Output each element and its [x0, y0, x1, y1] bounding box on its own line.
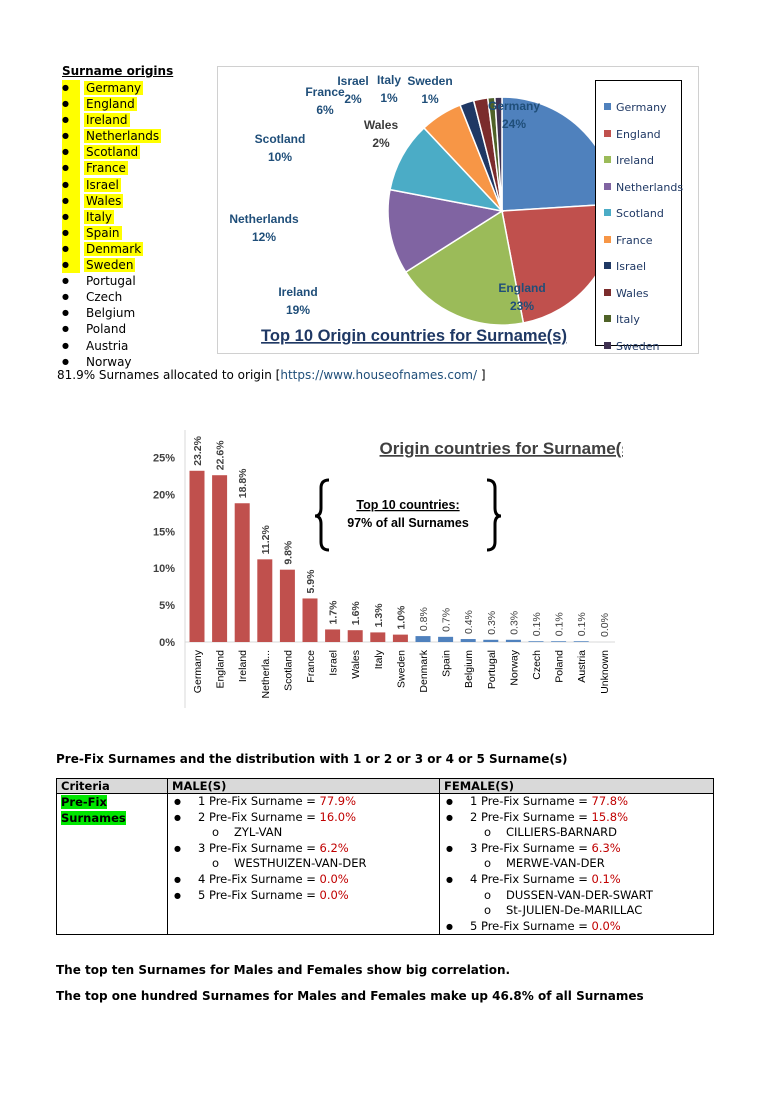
bar-netherla — [257, 559, 272, 642]
origin-label: Wales — [86, 193, 122, 208]
prefix-item-pct: 0.1% — [591, 871, 621, 886]
bullet-icon: ● — [62, 131, 69, 141]
bullet-icon: ● — [62, 163, 69, 173]
prefix-sub-item — [172, 856, 435, 872]
bar-category-label: Germany — [192, 650, 204, 694]
prefix-item-label: 3 Pre-Fix Surname = — [198, 840, 320, 855]
bar-belgium — [461, 639, 476, 642]
legend-item — [604, 128, 661, 141]
legend-swatch — [604, 103, 611, 110]
origins-list — [62, 80, 161, 370]
prefix-sub-label: DUSSEN-VAN-DER-SWART — [506, 887, 653, 902]
bullet-icon: ● — [62, 147, 69, 157]
prefix-sub-label: St-JULIEN-De-MARILLAC — [506, 903, 643, 918]
bar-italy — [370, 632, 385, 642]
pie-label-name: Ireland — [278, 285, 318, 299]
criteria-cell — [57, 794, 168, 935]
bar-spain — [438, 637, 453, 642]
prefix-sub-item — [444, 856, 709, 872]
prefix-item-pct: 0.0% — [319, 887, 349, 902]
prefix-sub-label: MERWE-VAN-DER — [506, 856, 605, 871]
pie-label-value: 19% — [285, 303, 311, 317]
bar-y-tick: 5% — [159, 600, 175, 613]
prefix-item-pct: 77.9% — [319, 794, 357, 808]
bullet-icon: ● — [174, 874, 181, 884]
prefix-item-label: 4 Pre-Fix Surname = — [198, 871, 320, 886]
pie-label-name: Netherlands — [229, 212, 299, 226]
bar-category-label: Austria — [576, 650, 589, 683]
male-cell — [168, 794, 440, 935]
origins-footer-end: ] — [477, 368, 486, 382]
origin-list-item — [62, 193, 161, 209]
bullet-icon: ● — [446, 797, 453, 806]
origin-label: Netherlands — [86, 129, 160, 144]
legend-label: Sweden — [616, 339, 660, 353]
origin-label: Germany — [86, 81, 142, 95]
bar-category-label: Sweden — [395, 650, 408, 688]
legend-item — [604, 234, 653, 247]
origin-list-item — [62, 257, 161, 273]
bar-value-label: 23.2% — [192, 436, 204, 466]
prefix-sub-item — [444, 825, 709, 841]
bar-value-label: 22.6% — [214, 440, 227, 471]
bar-category-label: Wales — [350, 650, 363, 679]
bar-category-label: Unknown — [598, 650, 611, 694]
legend-label: Netherlands — [616, 180, 684, 194]
bullet-icon: ● — [446, 812, 453, 822]
prefix-item-label: 4 Pre-Fix Surname = — [470, 871, 592, 886]
bar-annotation-line1: Top 10 countries: — [356, 498, 460, 512]
bar-category-label: Scotland — [282, 650, 295, 691]
origin-list-item — [62, 241, 161, 257]
pie-legend — [595, 80, 684, 353]
legend-label: Germany — [616, 101, 667, 114]
pie-label-name: Germany — [487, 99, 541, 113]
pie-chart — [217, 66, 699, 354]
bar-value-label: 1.0% — [395, 605, 408, 630]
pie-label-value: 2% — [344, 92, 362, 106]
bar-value-label: 0.0% — [598, 613, 611, 637]
bar-value-label: 0.4% — [463, 610, 476, 635]
legend-swatch — [604, 315, 611, 322]
bar-germany — [190, 471, 205, 642]
origin-list-item — [62, 273, 161, 289]
bar-value-label: 0.1% — [531, 612, 543, 637]
origin-label: France — [86, 161, 126, 176]
bar-czech — [529, 641, 544, 642]
prefix-sub-item — [172, 825, 435, 841]
bullet-icon: ● — [62, 260, 69, 270]
origin-label: Portugal — [86, 274, 136, 289]
bar-chart-title: Origin countries for Surname(s) — [379, 439, 623, 458]
origin-label: Norway — [86, 354, 132, 369]
prefix-sub-label: WESTHUIZEN-VAN-DER — [234, 856, 367, 871]
origin-list-item — [62, 289, 161, 305]
legend-swatch — [604, 156, 611, 163]
legend-label: Wales — [616, 286, 649, 300]
prefix-item-pct: 15.8% — [591, 809, 629, 824]
origin-label: England — [86, 97, 135, 112]
pie-chart-title: Top 10 Origin countries for Surname(s) — [261, 327, 567, 345]
bullet-icon: ● — [174, 797, 181, 806]
legend-item — [604, 181, 683, 194]
bar-category-label: Denmark — [418, 650, 430, 693]
origin-list-item — [62, 177, 161, 193]
bullet-icon: ● — [62, 179, 69, 189]
bullet-icon: ● — [62, 227, 69, 237]
pie-label-name: France — [305, 85, 345, 99]
circle-bullet-icon: o — [484, 825, 492, 840]
prefix-sub-item — [444, 888, 709, 904]
origin-list-item — [62, 225, 161, 241]
bullet-icon: ● — [62, 276, 69, 286]
circle-bullet-icon: o — [212, 856, 220, 871]
legend-swatch — [604, 183, 611, 190]
bar-value-label: 5.9% — [305, 569, 317, 594]
bullet-icon: ● — [446, 921, 453, 931]
female-cell — [440, 794, 714, 935]
origin-label: Ireland — [86, 113, 128, 128]
pie-slice-germany — [502, 97, 596, 211]
pie-chart-svg — [218, 67, 596, 353]
bar-y-tick: 20% — [152, 489, 175, 502]
legend-swatch — [604, 236, 611, 243]
bar-category-label: Italy — [372, 650, 385, 670]
pie-label-value: 1% — [421, 92, 439, 106]
origin-label: Poland — [86, 322, 127, 337]
origin-label: Italy — [86, 209, 113, 224]
bar-annotation-line2: 97% of all Surnames — [347, 516, 469, 530]
legend-label: Israel — [616, 260, 647, 273]
pie-label-name: Sweden — [407, 74, 453, 88]
bullet-icon: ● — [446, 843, 453, 853]
bar-y-tick: 15% — [152, 526, 175, 539]
table-header-row — [57, 779, 714, 794]
legend-swatch — [604, 262, 611, 269]
bar-norway — [506, 640, 521, 642]
bar-category-label: Spain — [440, 650, 453, 677]
prefix-item — [444, 810, 709, 826]
criteria-line1: Pre-Fix — [61, 795, 107, 809]
bar-value-label: 1.3% — [372, 603, 385, 628]
bar-value-label: 1.6% — [350, 601, 363, 626]
prefix-table — [56, 778, 714, 935]
bar-category-label: Norway — [508, 650, 521, 686]
pie-label-name: Scotland — [254, 132, 306, 146]
bullet-icon: ● — [62, 340, 69, 350]
bullet-icon: ● — [62, 356, 69, 366]
origin-list-item — [62, 338, 161, 354]
origin-list-item — [62, 96, 161, 112]
bullet-icon: ● — [174, 890, 181, 900]
pie-label-name: Italy — [376, 73, 402, 87]
bar-denmark — [416, 636, 431, 642]
legend-item — [604, 340, 659, 353]
prefix-item-label: 1 Pre-Fix Surname = — [470, 794, 592, 808]
prefix-sub-item — [444, 903, 709, 919]
criteria-line2: Surnames — [61, 811, 126, 825]
bar-value-label: 0.3% — [485, 610, 498, 635]
bullet-icon: ● — [62, 292, 69, 302]
circle-bullet-icon: o — [484, 903, 492, 918]
prefix-item — [444, 841, 709, 857]
footer-line-1: The top ten Surnames for Males and Females show big correlation. — [56, 963, 511, 977]
bar-value-label: 9.8% — [282, 540, 295, 565]
origins-footer — [57, 368, 486, 382]
bar-y-tick: 10% — [152, 563, 175, 576]
bar-value-label: 0.3% — [508, 610, 521, 635]
bar-category-label: Israel — [327, 650, 340, 676]
pie-label-value: 6% — [316, 103, 334, 117]
bar-category-label: Czech — [531, 650, 543, 680]
prefix-item-pct: 0.0% — [319, 871, 349, 886]
bar-value-label: 0.7% — [440, 607, 453, 632]
legend-swatch — [604, 289, 611, 296]
pie-label-value: 23% — [509, 299, 535, 313]
pie-label-name: Wales — [363, 118, 399, 132]
legend-swatch — [604, 209, 611, 216]
bullet-icon: ● — [62, 243, 69, 253]
prefix-item-pct: 6.3% — [591, 840, 621, 855]
origin-list-item — [62, 128, 161, 144]
bar-england — [212, 475, 227, 642]
prefix-item-label: 2 Pre-Fix Surname = — [470, 809, 592, 824]
bullet-icon: ● — [62, 195, 69, 205]
legend-label: France — [616, 233, 653, 247]
bar-category-label: Poland — [553, 650, 566, 683]
bullet-icon: ● — [174, 843, 181, 853]
prefix-sub-label: CILLIERS-BARNARD — [506, 825, 617, 840]
origin-list-item — [62, 321, 161, 337]
bullet-icon: ● — [62, 308, 69, 318]
legend-label: Ireland — [616, 154, 655, 167]
origin-label: Belgium — [86, 306, 136, 321]
bullet-icon: ● — [174, 812, 181, 822]
prefix-item-label: 5 Pre-Fix Surname = — [470, 918, 592, 933]
female-header: FEMALE(S) — [440, 779, 714, 794]
bar-poland — [551, 641, 566, 642]
origin-label: Scotland — [86, 145, 139, 160]
bar-value-label: 11.2% — [259, 525, 272, 555]
footer-line-2: The top one hundred Surnames for Males and Females make up 46.8% of all Surnames — [56, 989, 644, 1003]
circle-bullet-icon: o — [484, 856, 492, 871]
bar-austria — [574, 641, 589, 642]
legend-item — [604, 207, 664, 220]
prefix-item — [172, 872, 435, 888]
bar-israel — [325, 629, 340, 642]
bar-value-label: 1.7% — [327, 600, 340, 625]
bar-value-label: 0.1% — [576, 612, 589, 637]
table-row — [57, 794, 714, 935]
prefix-item — [172, 888, 435, 904]
origins-footer-text: 81.9% Surnames allocated to origin [ — [57, 368, 281, 382]
bar-category-label: Portugal — [485, 650, 498, 690]
prefix-item — [172, 810, 435, 826]
origin-label: Denmark — [86, 241, 142, 256]
bar-wales — [348, 630, 363, 642]
pie-label-value: 12% — [251, 230, 277, 244]
origin-list-item — [62, 112, 161, 128]
prefix-item-pct: 0.0% — [591, 918, 621, 933]
origin-list-item — [62, 144, 161, 160]
prefix-item-label: 3 Pre-Fix Surname = — [470, 840, 592, 855]
bar-category-label: Netherla... — [259, 650, 272, 699]
legend-label: Italy — [616, 313, 640, 326]
legend-item — [604, 313, 640, 326]
pie-label-value: 1% — [380, 91, 398, 105]
bar-category-label: France — [305, 650, 317, 683]
origin-list-item — [62, 160, 161, 176]
legend-item — [604, 101, 667, 114]
origin-list-item — [62, 209, 161, 225]
bar-chart — [145, 422, 623, 710]
criteria-header: Criteria — [57, 779, 168, 794]
pie-label-value: 2% — [372, 136, 390, 150]
bar-category-label: Belgium — [463, 650, 476, 688]
bar-france — [303, 598, 318, 642]
bar-category-label: Ireland — [237, 650, 250, 683]
bar-value-label: 18.8% — [237, 468, 250, 499]
origin-list-item — [62, 305, 161, 321]
male-header: MALE(S) — [168, 779, 440, 794]
prefix-item-pct: 6.2% — [319, 840, 349, 855]
bar-sweden — [393, 635, 408, 642]
prefix-item-pct: 77.8% — [591, 794, 629, 808]
origin-label: Israel — [86, 177, 119, 192]
bullet-icon: ● — [62, 324, 69, 334]
bar-value-label: 0.1% — [553, 612, 566, 637]
circle-bullet-icon: o — [212, 825, 220, 840]
legend-item — [604, 287, 648, 300]
prefix-item — [444, 872, 709, 888]
bar-scotland — [280, 570, 295, 642]
bar-y-tick: 25% — [152, 452, 175, 465]
prefix-item — [444, 794, 709, 810]
origin-label: Spain — [86, 225, 120, 240]
prefix-item-label: 2 Pre-Fix Surname = — [198, 809, 320, 824]
bullet-icon: ● — [62, 83, 69, 92]
pie-label-value: 24% — [501, 117, 527, 131]
prefix-item-label: 1 Pre-Fix Surname = — [198, 794, 320, 808]
prefix-item — [172, 794, 435, 810]
bar-category-label: England — [214, 650, 227, 689]
right-brace-icon — [487, 480, 501, 550]
pie-label-value: 10% — [267, 150, 293, 164]
bullet-icon: ● — [62, 211, 69, 221]
circle-bullet-icon: o — [484, 887, 492, 902]
legend-label: Scotland — [616, 207, 664, 220]
left-brace-icon — [315, 480, 329, 550]
prefix-item-label: 5 Pre-Fix Surname = — [198, 887, 320, 902]
bullet-icon: ● — [446, 874, 453, 884]
origin-label: Austria — [86, 338, 129, 353]
origin-label: Czech — [86, 290, 123, 305]
bullet-icon: ● — [62, 115, 69, 125]
pie-label-name: England — [498, 281, 546, 295]
bar-ireland — [235, 503, 250, 642]
legend-item — [604, 260, 646, 273]
bar-chart-svg — [145, 422, 623, 710]
bar-portugal — [483, 640, 498, 642]
origins-title: Surname origins — [62, 64, 174, 78]
origin-list-item — [62, 80, 161, 96]
prefix-item — [444, 919, 709, 935]
legend-item — [604, 154, 654, 167]
houseofnames-link[interactable]: https://www.houseofnames.com/ — [280, 368, 478, 382]
prefix-heading: Pre-Fix Surnames and the distribution with 1 or 2 or 3 or 4 or 5 Surname(s) — [56, 752, 568, 766]
prefix-item-pct: 16.0% — [319, 809, 357, 824]
origin-label: Sweden — [86, 258, 134, 273]
prefix-item — [172, 841, 435, 857]
legend-swatch — [604, 130, 611, 137]
bar-y-tick: 0% — [159, 637, 175, 649]
prefix-sub-label: ZYL-VAN — [234, 825, 283, 840]
legend-label: England — [616, 127, 661, 141]
pie-label-name: Israel — [337, 74, 369, 88]
legend-swatch — [604, 342, 611, 349]
bullet-icon: ● — [62, 99, 69, 109]
bar-value-label: 0.8% — [418, 607, 430, 632]
